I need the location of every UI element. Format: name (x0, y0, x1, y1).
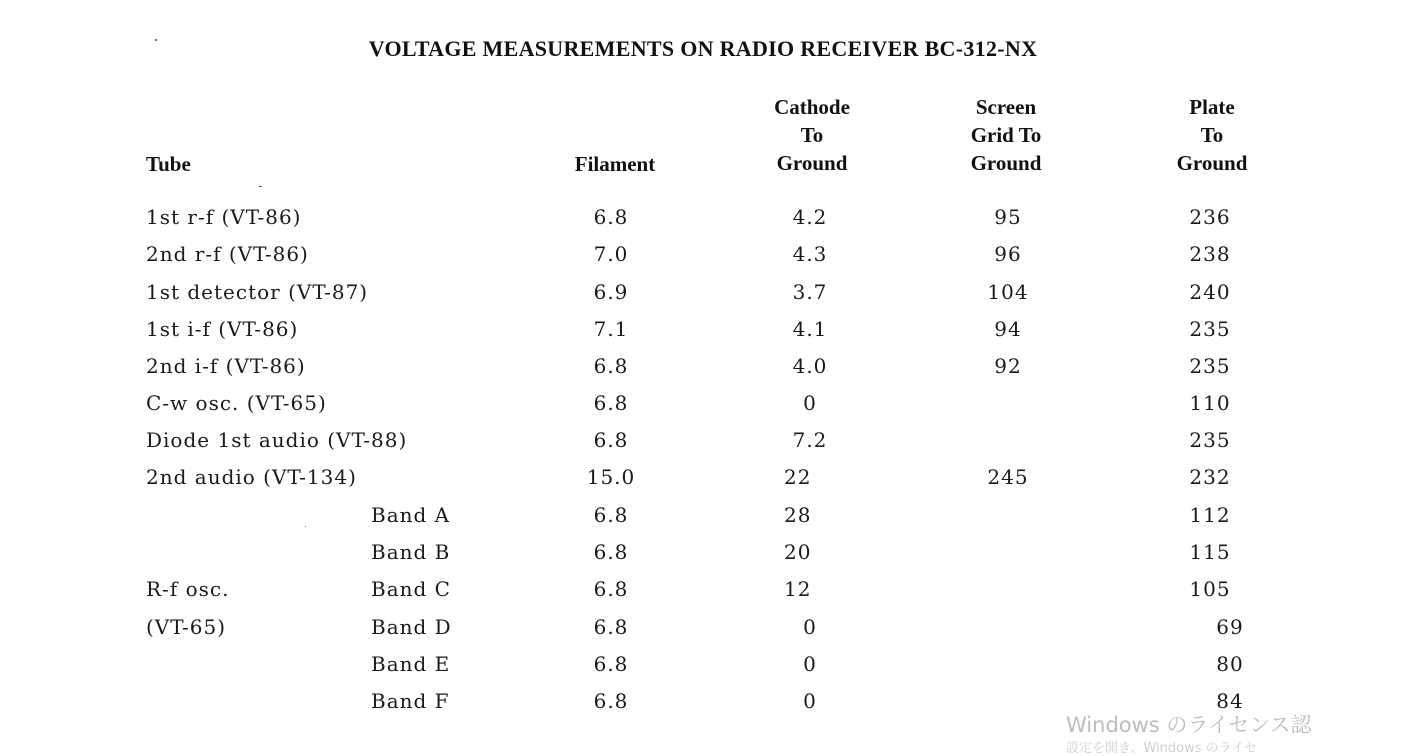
plate-cell: 232 (1189, 465, 1231, 489)
table-row (0, 428, 1280, 458)
plate-cell: 235 (1189, 317, 1231, 341)
table-row (0, 577, 1280, 607)
screen-cell: 104 (987, 280, 1029, 304)
filament-cell: 7.0 (593, 242, 629, 266)
header-screen-grid-to-ground (946, 93, 1066, 177)
filament-cell: 6.8 (593, 428, 629, 452)
screen-cell: 95 (994, 205, 1022, 229)
plate-cell: 240 (1189, 280, 1231, 304)
cathode-cell: 12 (784, 577, 812, 601)
band-cell: Band B (371, 540, 451, 564)
header-tube: Tube (146, 152, 191, 176)
header-cathode-line: To (800, 123, 824, 147)
plate-cell: 115 (1189, 540, 1231, 564)
plate-cell: 236 (1189, 205, 1231, 229)
filament-cell: 15.0 (586, 465, 636, 489)
header-plate-to-ground (1152, 93, 1272, 177)
screen-cell: 245 (987, 465, 1029, 489)
header-cathode-to-ground (752, 93, 872, 177)
plate-cell: 235 (1189, 428, 1231, 452)
filament-cell: 6.8 (593, 354, 629, 378)
table-row (0, 354, 1280, 384)
cathode-cell: 4.0 (792, 354, 828, 378)
plate-cell: 112 (1189, 503, 1231, 527)
table-row (0, 652, 1280, 682)
header-cathode-line: Ground (776, 151, 848, 175)
header-cathode-line: Cathode (774, 95, 850, 119)
plate-cell: 105 (1189, 577, 1231, 601)
tube-cell: 1st r-f (VT-86) (146, 205, 302, 229)
band-cell: Band D (371, 615, 452, 639)
cathode-cell: 0 (803, 615, 817, 639)
cathode-cell: 4.3 (792, 242, 828, 266)
table-row (0, 205, 1280, 235)
band-cell: Band F (371, 689, 450, 713)
cathode-cell: 0 (803, 689, 817, 713)
header-plate-line: Ground (1176, 151, 1248, 175)
header-screen-line: Grid To (970, 123, 1042, 147)
table-row (0, 391, 1280, 421)
tube-cell: C-w osc. (VT-65) (146, 391, 327, 415)
screen-cell: 94 (994, 317, 1022, 341)
band-cell: Band C (371, 577, 451, 601)
filament-cell: 6.8 (593, 205, 629, 229)
table-row (0, 465, 1280, 495)
filament-cell: 6.8 (593, 652, 629, 676)
table-row (0, 280, 1280, 310)
scan-speck (259, 186, 262, 187)
cathode-cell: 22 (784, 465, 812, 489)
table-row (0, 242, 1280, 272)
filament-cell: 7.1 (593, 317, 629, 341)
tube-cell: 1st i-f (VT-86) (146, 317, 299, 341)
screen-cell: 96 (994, 242, 1022, 266)
band-cell: Band A (371, 503, 451, 527)
tube-cell: Diode 1st audio (VT-88) (146, 428, 408, 452)
tube-cell: 2nd audio (VT-134) (146, 465, 357, 489)
table-row (0, 317, 1280, 347)
header-plate-line: Plate (1189, 95, 1235, 119)
page-title: VOLTAGE MEASUREMENTS ON RADIO RECEIVER BC-312-NX (368, 36, 1038, 61)
table-row (0, 540, 1280, 570)
windows-activation-watermark-sub: 設定を開き、Windows のライセ (1066, 741, 1257, 756)
header-filament: Filament (574, 152, 656, 176)
filament-cell: 6.8 (593, 577, 629, 601)
band-cell: Band E (371, 652, 451, 676)
plate-cell: 80 (1216, 652, 1244, 676)
cathode-cell: 28 (784, 503, 812, 527)
screen-cell: 92 (994, 354, 1022, 378)
header-screen-line: Screen (975, 95, 1037, 119)
header-screen-line: Ground (970, 151, 1042, 175)
table-row (0, 615, 1280, 645)
header-plate-line: To (1200, 123, 1224, 147)
filament-cell: 6.8 (593, 615, 629, 639)
plate-cell: 238 (1189, 242, 1231, 266)
cathode-cell: 0 (803, 652, 817, 676)
tube-cell: (VT-65) (146, 615, 227, 639)
filament-cell: 6.8 (593, 391, 629, 415)
cathode-cell: 7.2 (792, 428, 828, 452)
tube-cell: 2nd i-f (VT-86) (146, 354, 306, 378)
filament-cell: 6.9 (593, 280, 629, 304)
plate-cell: 84 (1216, 689, 1244, 713)
plate-cell: 69 (1216, 615, 1244, 639)
cathode-cell: 0 (803, 391, 817, 415)
tube-cell: 2nd r-f (VT-86) (146, 242, 309, 266)
filament-cell: 6.8 (593, 540, 629, 564)
filament-cell: 6.8 (593, 689, 629, 713)
plate-cell: 110 (1189, 391, 1231, 415)
cathode-cell: 3.7 (792, 280, 828, 304)
cathode-cell: 4.1 (792, 317, 828, 341)
cathode-cell: 4.2 (792, 205, 828, 229)
table-row (0, 503, 1280, 533)
filament-cell: 6.8 (593, 503, 629, 527)
tube-cell: R-f osc. (146, 577, 230, 601)
plate-cell: 235 (1189, 354, 1231, 378)
cathode-cell: 20 (784, 540, 812, 564)
windows-activation-watermark: Windows のライセンス認 (1066, 713, 1312, 737)
tube-cell: 1st detector (VT-87) (146, 280, 369, 304)
